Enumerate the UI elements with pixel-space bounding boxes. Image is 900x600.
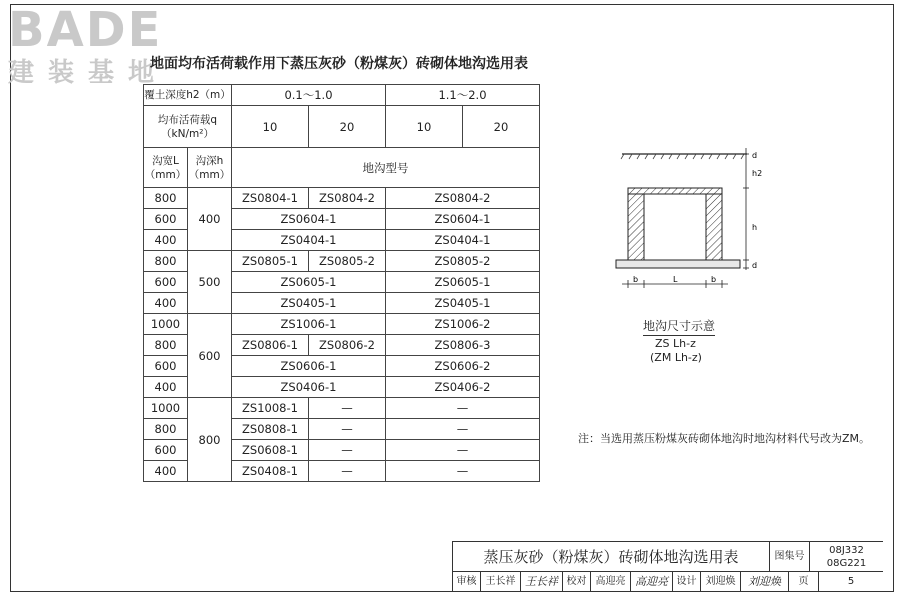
dash-cell: — — [386, 440, 540, 461]
table-cell: ZS0605-1 — [386, 272, 540, 293]
depth-cell: 800 — [188, 398, 232, 482]
table-cell: ZS0805-1 — [232, 251, 309, 272]
table-cell: ZS1006-2 — [386, 314, 540, 335]
table-cell: 800 — [144, 335, 188, 356]
checker-signature: 高迎亮 — [631, 572, 673, 592]
label-d-top: d — [752, 151, 758, 160]
label-d-bottom: d — [752, 261, 758, 270]
atlas-number-1: 08J332 — [829, 545, 864, 556]
table-cell: ZS0408-1 — [232, 461, 309, 482]
logo-wordmark: BADE — [8, 2, 163, 58]
depth-cell: 600 — [188, 314, 232, 398]
load-value: 20 — [463, 106, 540, 148]
table-cell: ZS0808-1 — [232, 419, 309, 440]
width-header-unit: （mm） — [144, 168, 187, 181]
table-cell: 600 — [144, 209, 188, 230]
review-label: 审核 — [453, 572, 481, 592]
diagram-code-zm: (ZM Lh-z) — [650, 351, 702, 364]
dash-cell: — — [386, 461, 540, 482]
logo-subtitle: 建装基地 — [8, 58, 169, 88]
table-cell: ZS0604-1 — [232, 209, 386, 230]
table-cell: 400 — [144, 461, 188, 482]
depth-cell: 500 — [188, 251, 232, 314]
table-cell: ZS0404-1 — [232, 230, 386, 251]
diagram-caption: 地沟尺寸示意 — [643, 317, 715, 336]
title-block-title: 蒸压灰砂（粉煤灰）砖砌体地沟选用表 — [453, 542, 770, 572]
table-cell: ZS0805-2 — [309, 251, 386, 272]
table-cell: ZS0804-2 — [386, 188, 540, 209]
dash-cell: — — [309, 419, 386, 440]
table-cell: ZS0806-1 — [232, 335, 309, 356]
reviewer-signature: 王长祥 — [521, 572, 563, 592]
label-b-left: b — [633, 275, 639, 284]
designer-signature: 刘迎焕 — [741, 572, 789, 592]
type-header: 地沟型号 — [232, 148, 540, 188]
design-label: 设计 — [673, 572, 701, 592]
trench-section-diagram — [612, 140, 762, 300]
table-cell: 600 — [144, 440, 188, 461]
width-header — [144, 148, 188, 188]
table-cell: 1000 — [144, 398, 188, 419]
left-wall — [628, 194, 644, 260]
title-block — [452, 541, 883, 592]
table-cell: 600 — [144, 356, 188, 377]
table-cell: ZS0406-2 — [386, 377, 540, 398]
table-cell: ZS0804-1 — [232, 188, 309, 209]
width-header-label: 沟宽L — [152, 154, 179, 167]
selection-table — [143, 84, 540, 482]
table-cell: ZS0605-1 — [232, 272, 386, 293]
range-header-2: 1.1～2.0 — [386, 85, 540, 106]
table-cell: ZS0604-1 — [386, 209, 540, 230]
table-cell: ZS0806-2 — [309, 335, 386, 356]
table-cell: ZS0806-3 — [386, 335, 540, 356]
depth-col-unit: （mm） — [188, 168, 231, 181]
depth-col-header — [188, 148, 232, 188]
table-cell: 400 — [144, 377, 188, 398]
reviewer-name: 王长祥 — [481, 572, 521, 592]
atlas-label: 图集号 — [770, 542, 810, 572]
table-cell: 800 — [144, 419, 188, 440]
bade-logo — [8, 2, 188, 92]
checker-name: 高迎亮 — [591, 572, 631, 592]
atlas-number-2: 08G221 — [826, 558, 867, 569]
depth-col-label: 沟深h — [195, 154, 224, 167]
load-header — [144, 106, 232, 148]
load-value: 10 — [386, 106, 463, 148]
table-cell: ZS0606-2 — [386, 356, 540, 377]
page-label: 页 — [789, 572, 819, 592]
check-label: 校对 — [563, 572, 591, 592]
table-cell: 1000 — [144, 314, 188, 335]
table-cell: ZS0804-2 — [309, 188, 386, 209]
table-cell: ZS0405-1 — [232, 293, 386, 314]
label-h2: h2 — [752, 169, 762, 178]
table-cell: ZS0805-2 — [386, 251, 540, 272]
table-cell: ZS0406-1 — [232, 377, 386, 398]
table-cell: ZS0606-1 — [232, 356, 386, 377]
table-cell: ZS1006-1 — [232, 314, 386, 335]
table-cell: ZS0405-1 — [386, 293, 540, 314]
load-value: 10 — [232, 106, 309, 148]
ground-hatch — [621, 154, 744, 159]
label-L: L — [673, 275, 678, 284]
footnote: 注：当选用蒸压粉煤灰砖砌体地沟时地沟材料代号改为ZM。 — [578, 432, 871, 445]
dash-cell: — — [309, 461, 386, 482]
load-header-line2: （kN/m²） — [161, 127, 214, 140]
table-cell: 800 — [144, 251, 188, 272]
diagram-code-zs: ZS Lh-z — [655, 337, 696, 350]
table-cell: ZS0608-1 — [232, 440, 309, 461]
label-h: h — [752, 223, 758, 232]
cover-slab — [628, 188, 722, 194]
designer-name: 刘迎焕 — [701, 572, 741, 592]
page-number: 5 — [847, 576, 855, 587]
right-wall — [706, 194, 722, 260]
range-header-1: 0.1～1.0 — [232, 85, 386, 106]
dash-cell: — — [309, 398, 386, 419]
dash-cell: — — [309, 440, 386, 461]
depth-header: 覆土深度h2（m） — [144, 85, 232, 106]
depth-cell: 400 — [188, 188, 232, 251]
table-cell: 600 — [144, 272, 188, 293]
page-title: 地面均布活荷载作用下蒸压灰砂（粉煤灰）砖砌体地沟选用表 — [150, 56, 528, 72]
signature-row — [453, 572, 883, 592]
load-header-line1: 均布活荷载q — [157, 113, 218, 126]
dash-cell: — — [386, 419, 540, 440]
load-value: 20 — [309, 106, 386, 148]
atlas-numbers — [810, 542, 883, 572]
label-b-right: b — [711, 275, 717, 284]
table-cell: 400 — [144, 230, 188, 251]
dash-cell: — — [386, 398, 540, 419]
table-cell: 400 — [144, 293, 188, 314]
table-cell: ZS1008-1 — [232, 398, 309, 419]
table-cell: 800 — [144, 188, 188, 209]
base-slab — [616, 260, 740, 268]
table-cell: ZS0404-1 — [386, 230, 540, 251]
